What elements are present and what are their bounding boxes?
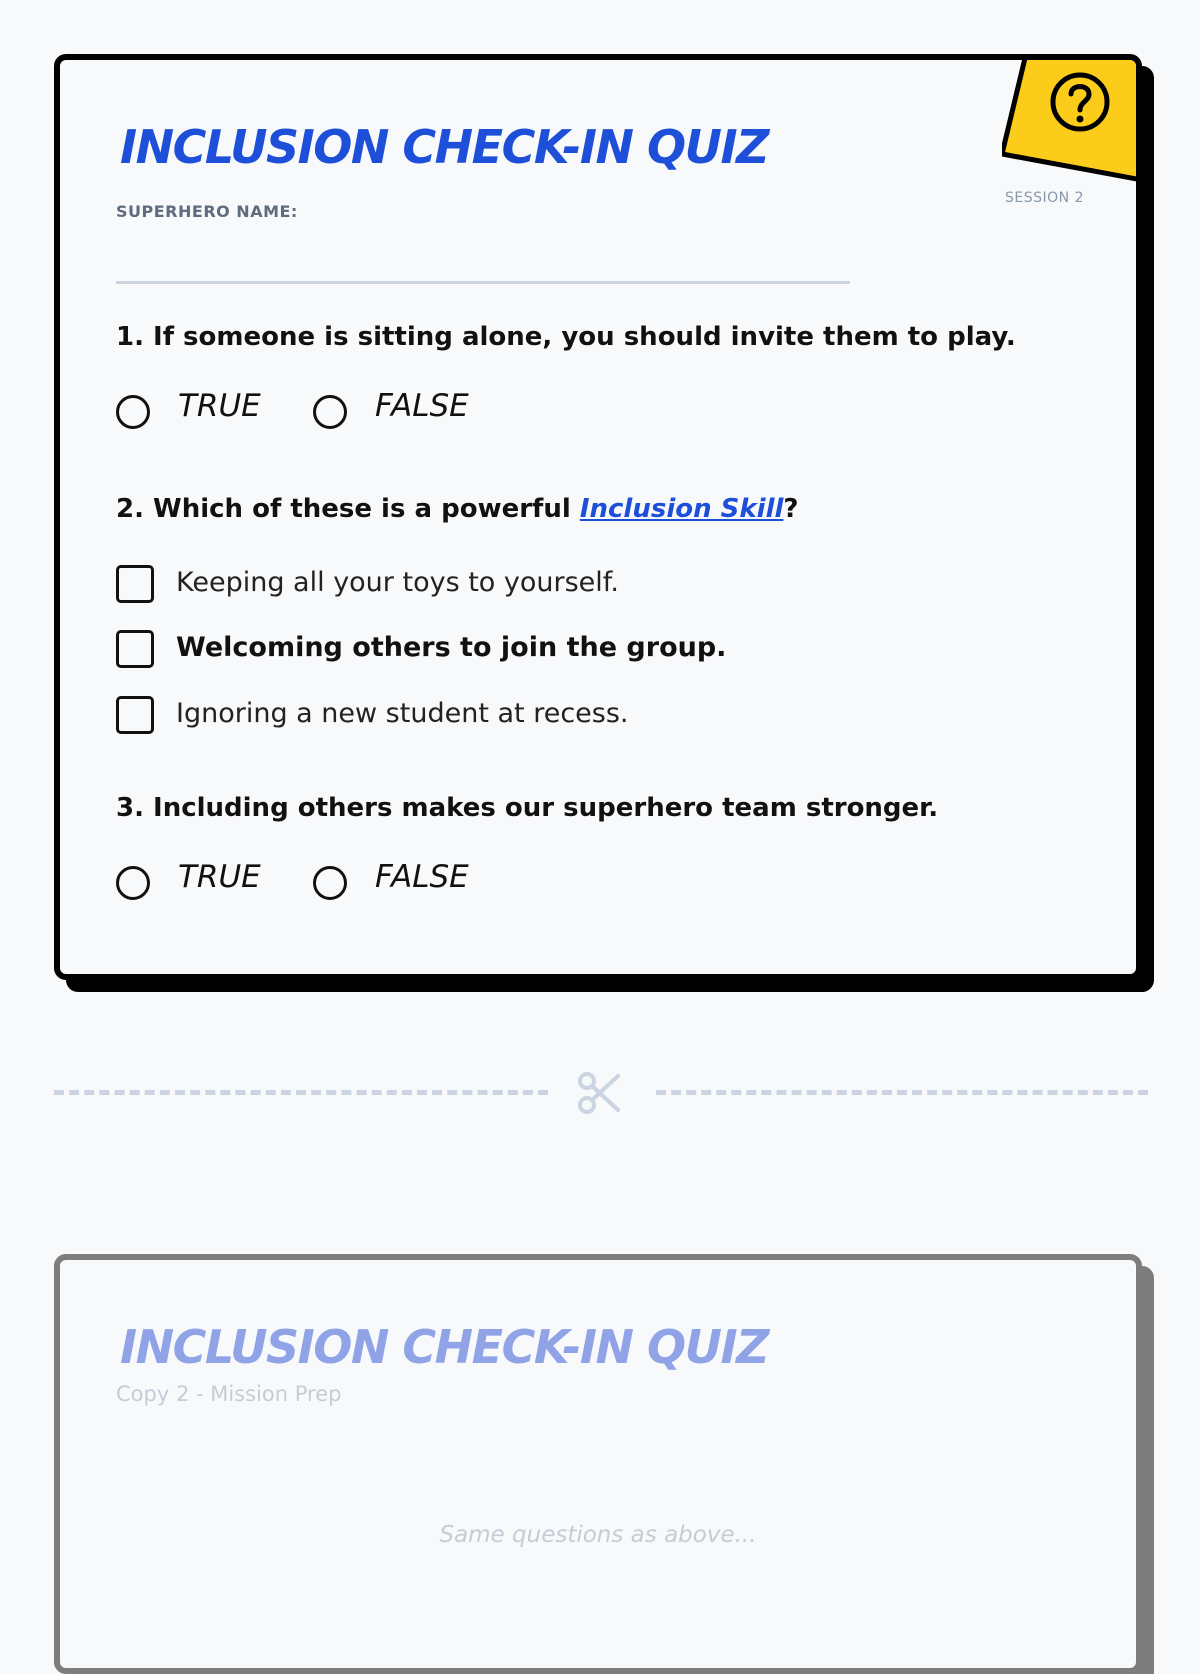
cut-line-right <box>656 1090 1148 1095</box>
session-label: SESSION 2 <box>1005 190 1084 206</box>
q2-option-1-label[interactable]: Keeping all your toys to yourself. <box>176 567 619 598</box>
q1-false-radio[interactable] <box>313 395 347 429</box>
corner-badge <box>1002 54 1142 184</box>
q2-option-1-checkbox[interactable] <box>116 565 154 603</box>
scissors-icon <box>574 1068 624 1118</box>
superhero-name-field[interactable] <box>116 281 850 284</box>
question-2-suffix: ? <box>783 494 799 524</box>
quiz-card <box>54 54 1142 980</box>
q2-option-3-checkbox[interactable] <box>116 696 154 734</box>
quiz-copy-2-card <box>54 1254 1142 1674</box>
q3-true-radio[interactable] <box>116 866 150 900</box>
cut-line-left <box>54 1090 548 1095</box>
q2-option-3-label[interactable]: Ignoring a new student at recess. <box>176 698 629 729</box>
question-2 <box>116 494 799 524</box>
q1-true-label[interactable]: TRUE <box>178 388 261 424</box>
copy2-title: INCLUSION CHECK-IN QUIZ <box>120 1320 768 1374</box>
quiz-title: INCLUSION CHECK-IN QUIZ <box>120 120 768 174</box>
copy2-placeholder: Same questions as above... <box>439 1522 757 1548</box>
copy2-subtitle: Copy 2 - Mission Prep <box>116 1382 342 1406</box>
inclusion-skill-link[interactable]: Inclusion Skill <box>579 494 784 524</box>
superhero-name-label: SUPERHERO NAME: <box>116 202 298 221</box>
q3-false-radio[interactable] <box>313 866 347 900</box>
q1-true-radio[interactable] <box>116 395 150 429</box>
q1-false-label[interactable]: FALSE <box>375 388 469 424</box>
q3-false-label[interactable]: FALSE <box>375 859 469 895</box>
question-1: 1. If someone is sitting alone, you should invite them to play. <box>116 322 1016 352</box>
q3-true-label[interactable]: TRUE <box>178 859 261 895</box>
question-2-text: 2. Which of these is a powerful <box>116 494 580 524</box>
q2-option-2-checkbox[interactable] <box>116 630 154 668</box>
q2-option-2-label[interactable]: Welcoming others to join the group. <box>176 632 727 663</box>
question-3: 3. Including others makes our superhero team stronger. <box>116 793 939 823</box>
